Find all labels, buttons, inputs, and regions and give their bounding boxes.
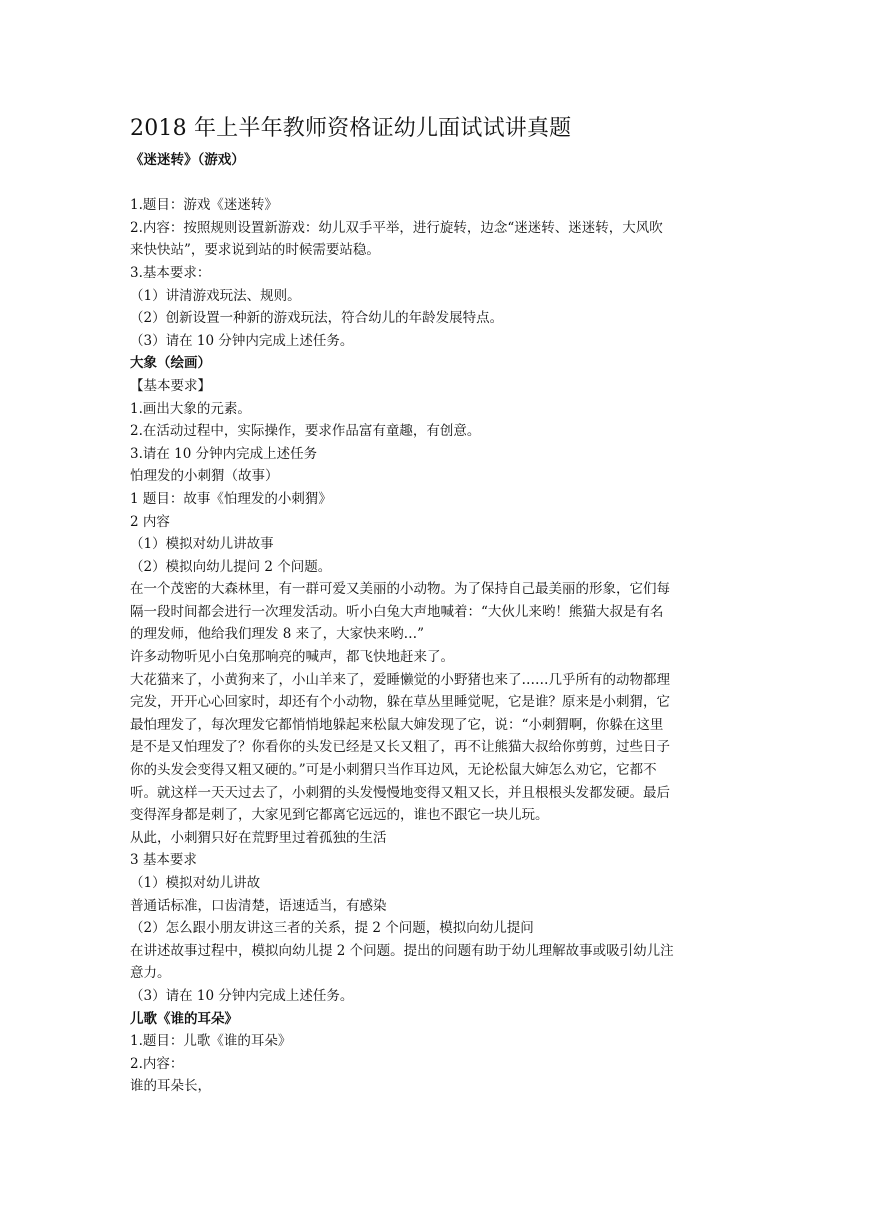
story-line: 最怕理发了，每次理发它都悄悄地躲起来松鼠大婶发现了它，说：“小刺猬啊，你躲在这里 [130,716,664,733]
story-line: 是不是又怕理发了？你看你的头发已经是又长又粗了，再不让熊猫大叔给你剪剪，过些日子 [130,739,670,756]
story-line: 隔一段时间都会进行一次理发活动。听小白兔大声地喊着：“大伙儿来哟！熊猫大叔是有名 [130,603,664,620]
story-line: 大花猫来了，小黄狗来了，小山羊来了，爱睡懒觉的小野猪也来了……几乎所有的动物都理 [130,671,670,688]
text-line: 1 题目：故事《怕理发的小刺猬》 [130,490,332,507]
document-body [130,114,742,1098]
text-line: （2）怎么跟小朋友讲这三者的关系，提 2 个问题，模拟向幼儿提问 [130,920,534,937]
document-title: 2018 年上半年教师资格证幼儿面试试讲真题 [130,116,572,141]
story-line: 你的头发会变得又粗又硬的。”可是小刺猬只当作耳边风，无论松鼠大婶怎么劝它，它都不 [130,762,657,779]
text-line: 普通话标准，口齿清楚，语速适当，有感染 [130,897,387,914]
text-line: （1）模拟对幼儿讲故 [130,875,261,891]
text-line: 意力。 [130,965,171,982]
text-line: （3）请在 10 分钟内完成上述任务。 [130,332,354,349]
poem-line: 谁的耳朵长， [130,1078,211,1095]
story-line: 许多动物听见小白兔那响亮的喊声，都飞快地赶来了。 [130,649,454,666]
section-heading-story: 怕理发的小刺猬（故事） [130,468,279,485]
text-line: 2 内容 [130,513,170,530]
story-line: 从此，小刺猬只好在荒野里过着孤独的生活 [130,829,387,846]
text-line: 2.内容：按照规则设置新游戏：幼儿双手平举，进行旋转，边念“迷迷转、迷迷转，大风吹 [130,219,663,236]
text-line: 3.基本要求： [130,264,211,281]
text-line: 3 基本要求 [130,852,197,869]
text-line: 2.内容： [130,1055,184,1072]
blank-line [130,172,742,195]
story-line: 在一个茂密的大森林里，有一群可爱又美丽的小动物。为了保持自己最美丽的形象，它们每 [130,581,670,598]
story-line: 听。就这样一天天过去了，小刺猬的头发慢慢地变得又粗又长，并且根根头发都发硬。最后 [130,784,670,801]
text-line: 3.请在 10 分钟内完成上述任务 [130,445,318,462]
text-line: （2）模拟向幼儿提问 2 个问题。 [130,558,332,575]
story-line: 的理发师，他给我们理发 8 来了，大家快来哟…” [130,626,425,643]
text-line: （3）请在 10 分钟内完成上述任务。 [130,987,354,1004]
text-line: （1）讲清游戏玩法、规则。 [130,287,301,304]
section-heading-drawing: 大象（绘画） [130,355,211,372]
text-line: 在讲述故事过程中，模拟向幼儿提 2 个问题。提出的问题有助于幼儿理解故事或吸引幼儿注 [130,942,674,959]
section-heading-game: 《迷迷转》（游戏） [130,152,245,168]
text-line: 1.题目：儿歌《谁的耳朵》 [130,1033,292,1050]
section-heading-rhyme: 儿歌《谁的耳朵》 [130,1010,238,1027]
text-line: （2）创新设置一种新的游戏玩法，符合幼儿的年龄发展特点。 [130,310,504,327]
story-line: 完发，开开心心回家时，却还有个小动物，躲在草丛里睡觉呢，它是谁？原来是小刺猬，它 [130,694,670,711]
story-line: 变得浑身都是刺了，大家见到它都离它远远的，谁也不跟它一块儿玩。 [130,807,549,824]
text-line: 【基本要求】 [130,377,211,394]
text-line: 1.题目：游戏《迷迷转》 [130,197,278,214]
text-line: 来快快站”，要求说到站的时候需要站稳。 [130,242,380,259]
text-line: （1）模拟对幼儿讲故事 [130,536,274,553]
text-line: 1.画出大象的元素。 [130,400,251,417]
text-line: 2.在活动过程中，实际操作，要求作品富有童趣，有创意。 [130,423,481,440]
